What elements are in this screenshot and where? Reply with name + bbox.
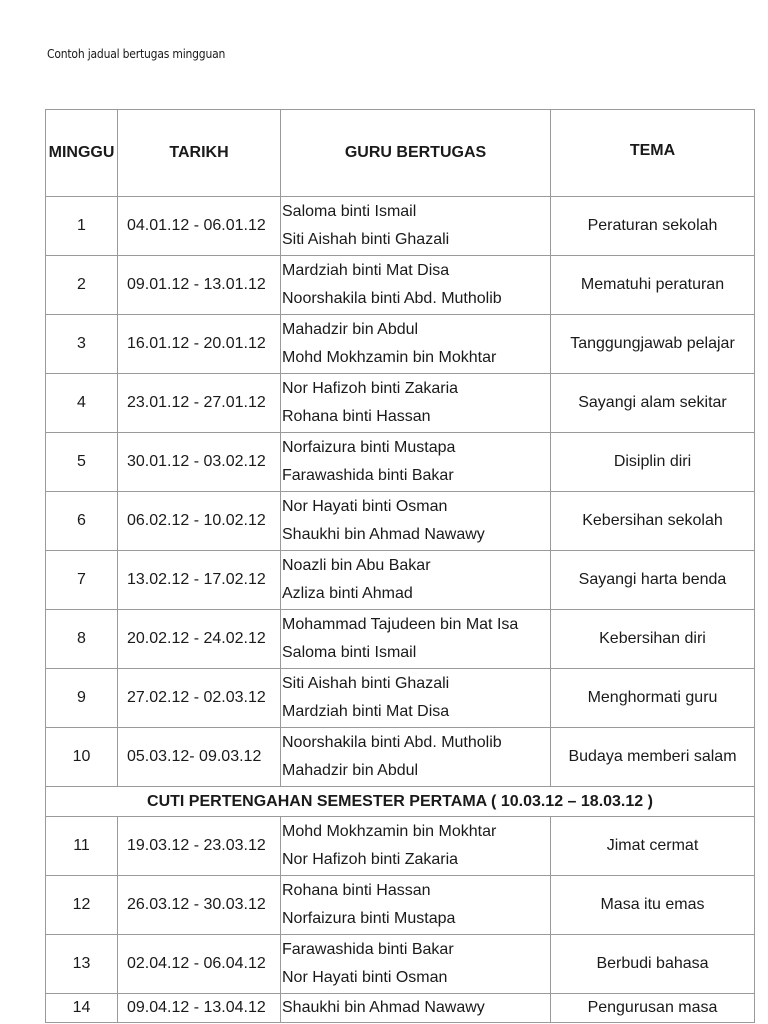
cell-minggu: 4 bbox=[46, 374, 118, 433]
table-row bbox=[46, 876, 755, 935]
cell-guru-bertugas bbox=[281, 994, 551, 1023]
teacher-name: Siti Aishah binti Ghazali bbox=[282, 231, 450, 248]
teacher-name: Farawashida binti Bakar bbox=[282, 467, 454, 484]
semester-break-text: CUTI PERTENGAHAN SEMESTER PERTAMA ( 10.03.12 – 18.03.12 ) bbox=[46, 787, 755, 817]
table-row bbox=[46, 994, 755, 1023]
cell-minggu: 11 bbox=[46, 817, 118, 876]
cell-tema: Masa itu emas bbox=[551, 876, 755, 935]
table-row bbox=[46, 610, 755, 669]
teacher-name: Farawashida binti Bakar bbox=[282, 941, 454, 958]
header-minggu: MINGGU bbox=[46, 110, 118, 197]
teacher-name: Noorshakila binti Abd. Mutholib bbox=[282, 290, 502, 307]
duty-roster-table bbox=[45, 109, 755, 1023]
cell-tema: Kebersihan sekolah bbox=[551, 492, 755, 551]
teacher-name: Rohana binti Hassan bbox=[282, 408, 431, 425]
teacher-name: Rohana binti Hassan bbox=[282, 882, 431, 899]
teacher-name: Mardziah binti Mat Disa bbox=[282, 262, 450, 279]
cell-tema: Budaya memberi salam bbox=[551, 728, 755, 787]
cell-minggu: 2 bbox=[46, 256, 118, 315]
cell-tarikh: 06.02.12 - 10.02.12 bbox=[118, 492, 281, 551]
cell-guru-bertugas bbox=[281, 935, 551, 994]
table-row bbox=[46, 374, 755, 433]
table-row bbox=[46, 728, 755, 787]
teacher-name: Mohammad Tajudeen bin Mat Isa bbox=[282, 616, 519, 633]
cell-tema: Disiplin diri bbox=[551, 433, 755, 492]
table-break-section bbox=[46, 787, 755, 817]
cell-minggu: 13 bbox=[46, 935, 118, 994]
teacher-name: Mohd Mokhzamin bin Mokhtar bbox=[282, 823, 497, 840]
teacher-name: Norfaizura binti Mustapa bbox=[282, 910, 456, 927]
cell-tarikh: 26.03.12 - 30.03.12 bbox=[118, 876, 281, 935]
cell-tema: Menghormati guru bbox=[551, 669, 755, 728]
table-body-part-2 bbox=[46, 817, 755, 1023]
table-row bbox=[46, 669, 755, 728]
cell-tema: Pengurusan masa bbox=[551, 994, 755, 1023]
cell-tarikh: 30.01.12 - 03.02.12 bbox=[118, 433, 281, 492]
cell-guru-bertugas bbox=[281, 256, 551, 315]
cell-minggu: 14 bbox=[46, 994, 118, 1023]
table-header-row bbox=[46, 110, 755, 197]
cell-tarikh: 09.04.12 - 13.04.12 bbox=[118, 994, 281, 1023]
table-row bbox=[46, 935, 755, 994]
cell-guru-bertugas bbox=[281, 551, 551, 610]
teacher-name: Nor Hafizoh binti Zakaria bbox=[282, 380, 459, 397]
cell-guru-bertugas bbox=[281, 669, 551, 728]
cell-tema: Tanggungjawab pelajar bbox=[551, 315, 755, 374]
teacher-name: Nor Hafizoh binti Zakaria bbox=[282, 851, 459, 868]
teacher-name: Noazli bin Abu Bakar bbox=[282, 557, 431, 574]
cell-tarikh: 23.01.12 - 27.01.12 bbox=[118, 374, 281, 433]
semester-break-row bbox=[46, 787, 755, 817]
teacher-name: Saloma binti Ismail bbox=[282, 203, 417, 220]
table-row bbox=[46, 315, 755, 374]
teacher-name: Mohd Mokhzamin bin Mokhtar bbox=[282, 349, 497, 366]
cell-minggu: 9 bbox=[46, 669, 118, 728]
table-row bbox=[46, 817, 755, 876]
cell-tema: Jimat cermat bbox=[551, 817, 755, 876]
cell-tarikh: 16.01.12 - 20.01.12 bbox=[118, 315, 281, 374]
cell-minggu: 8 bbox=[46, 610, 118, 669]
teacher-name: Nor Hayati binti Osman bbox=[282, 969, 448, 986]
cell-guru-bertugas bbox=[281, 817, 551, 876]
teacher-name: Noorshakila binti Abd. Mutholib bbox=[282, 734, 502, 751]
teacher-name: Mahadzir bin Abdul bbox=[282, 762, 419, 779]
cell-tarikh: 19.03.12 - 23.03.12 bbox=[118, 817, 281, 876]
teacher-name: Mahadzir bin Abdul bbox=[282, 321, 419, 338]
teacher-name: Saloma binti Ismail bbox=[282, 644, 417, 661]
cell-tema: Sayangi alam sekitar bbox=[551, 374, 755, 433]
table-row bbox=[46, 256, 755, 315]
cell-guru-bertugas bbox=[281, 197, 551, 256]
header-tema: TEMA bbox=[551, 110, 755, 197]
table-row bbox=[46, 551, 755, 610]
document-caption: Contoh jadual bertugas mingguan bbox=[47, 47, 226, 61]
teacher-name: Siti Aishah binti Ghazali bbox=[282, 675, 450, 692]
cell-guru-bertugas bbox=[281, 728, 551, 787]
cell-tarikh: 27.02.12 - 02.03.12 bbox=[118, 669, 281, 728]
cell-minggu: 10 bbox=[46, 728, 118, 787]
teacher-name: Shaukhi bin Ahmad Nawawy bbox=[282, 526, 485, 543]
cell-minggu: 1 bbox=[46, 197, 118, 256]
cell-tarikh: 20.02.12 - 24.02.12 bbox=[118, 610, 281, 669]
teacher-name: Shaukhi bin Ahmad Nawawy bbox=[282, 999, 485, 1016]
cell-tarikh: 02.04.12 - 06.04.12 bbox=[118, 935, 281, 994]
teacher-name: Norfaizura binti Mustapa bbox=[282, 439, 456, 456]
cell-tema: Peraturan sekolah bbox=[551, 197, 755, 256]
cell-tarikh: 09.01.12 - 13.01.12 bbox=[118, 256, 281, 315]
cell-guru-bertugas bbox=[281, 315, 551, 374]
cell-tema: Kebersihan diri bbox=[551, 610, 755, 669]
cell-tema: Sayangi harta benda bbox=[551, 551, 755, 610]
table-row bbox=[46, 492, 755, 551]
cell-minggu: 3 bbox=[46, 315, 118, 374]
table-body-part-1 bbox=[46, 197, 755, 787]
cell-guru-bertugas bbox=[281, 492, 551, 551]
cell-minggu: 6 bbox=[46, 492, 118, 551]
teacher-name: Mardziah binti Mat Disa bbox=[282, 703, 450, 720]
cell-tema: Mematuhi peraturan bbox=[551, 256, 755, 315]
cell-guru-bertugas bbox=[281, 374, 551, 433]
cell-tarikh: 13.02.12 - 17.02.12 bbox=[118, 551, 281, 610]
teacher-name: Azliza binti Ahmad bbox=[282, 585, 413, 602]
table-row bbox=[46, 433, 755, 492]
teacher-name: Nor Hayati binti Osman bbox=[282, 498, 448, 515]
cell-guru-bertugas bbox=[281, 876, 551, 935]
cell-minggu: 5 bbox=[46, 433, 118, 492]
cell-guru-bertugas bbox=[281, 610, 551, 669]
table-row bbox=[46, 197, 755, 256]
header-guru-bertugas: GURU BERTUGAS bbox=[281, 110, 551, 197]
cell-tema: Berbudi bahasa bbox=[551, 935, 755, 994]
cell-guru-bertugas bbox=[281, 433, 551, 492]
cell-minggu: 12 bbox=[46, 876, 118, 935]
header-tarikh: TARIKH bbox=[118, 110, 281, 197]
cell-tarikh: 05.03.12- 09.03.12 bbox=[118, 728, 281, 787]
cell-minggu: 7 bbox=[46, 551, 118, 610]
cell-tarikh: 04.01.12 - 06.01.12 bbox=[118, 197, 281, 256]
